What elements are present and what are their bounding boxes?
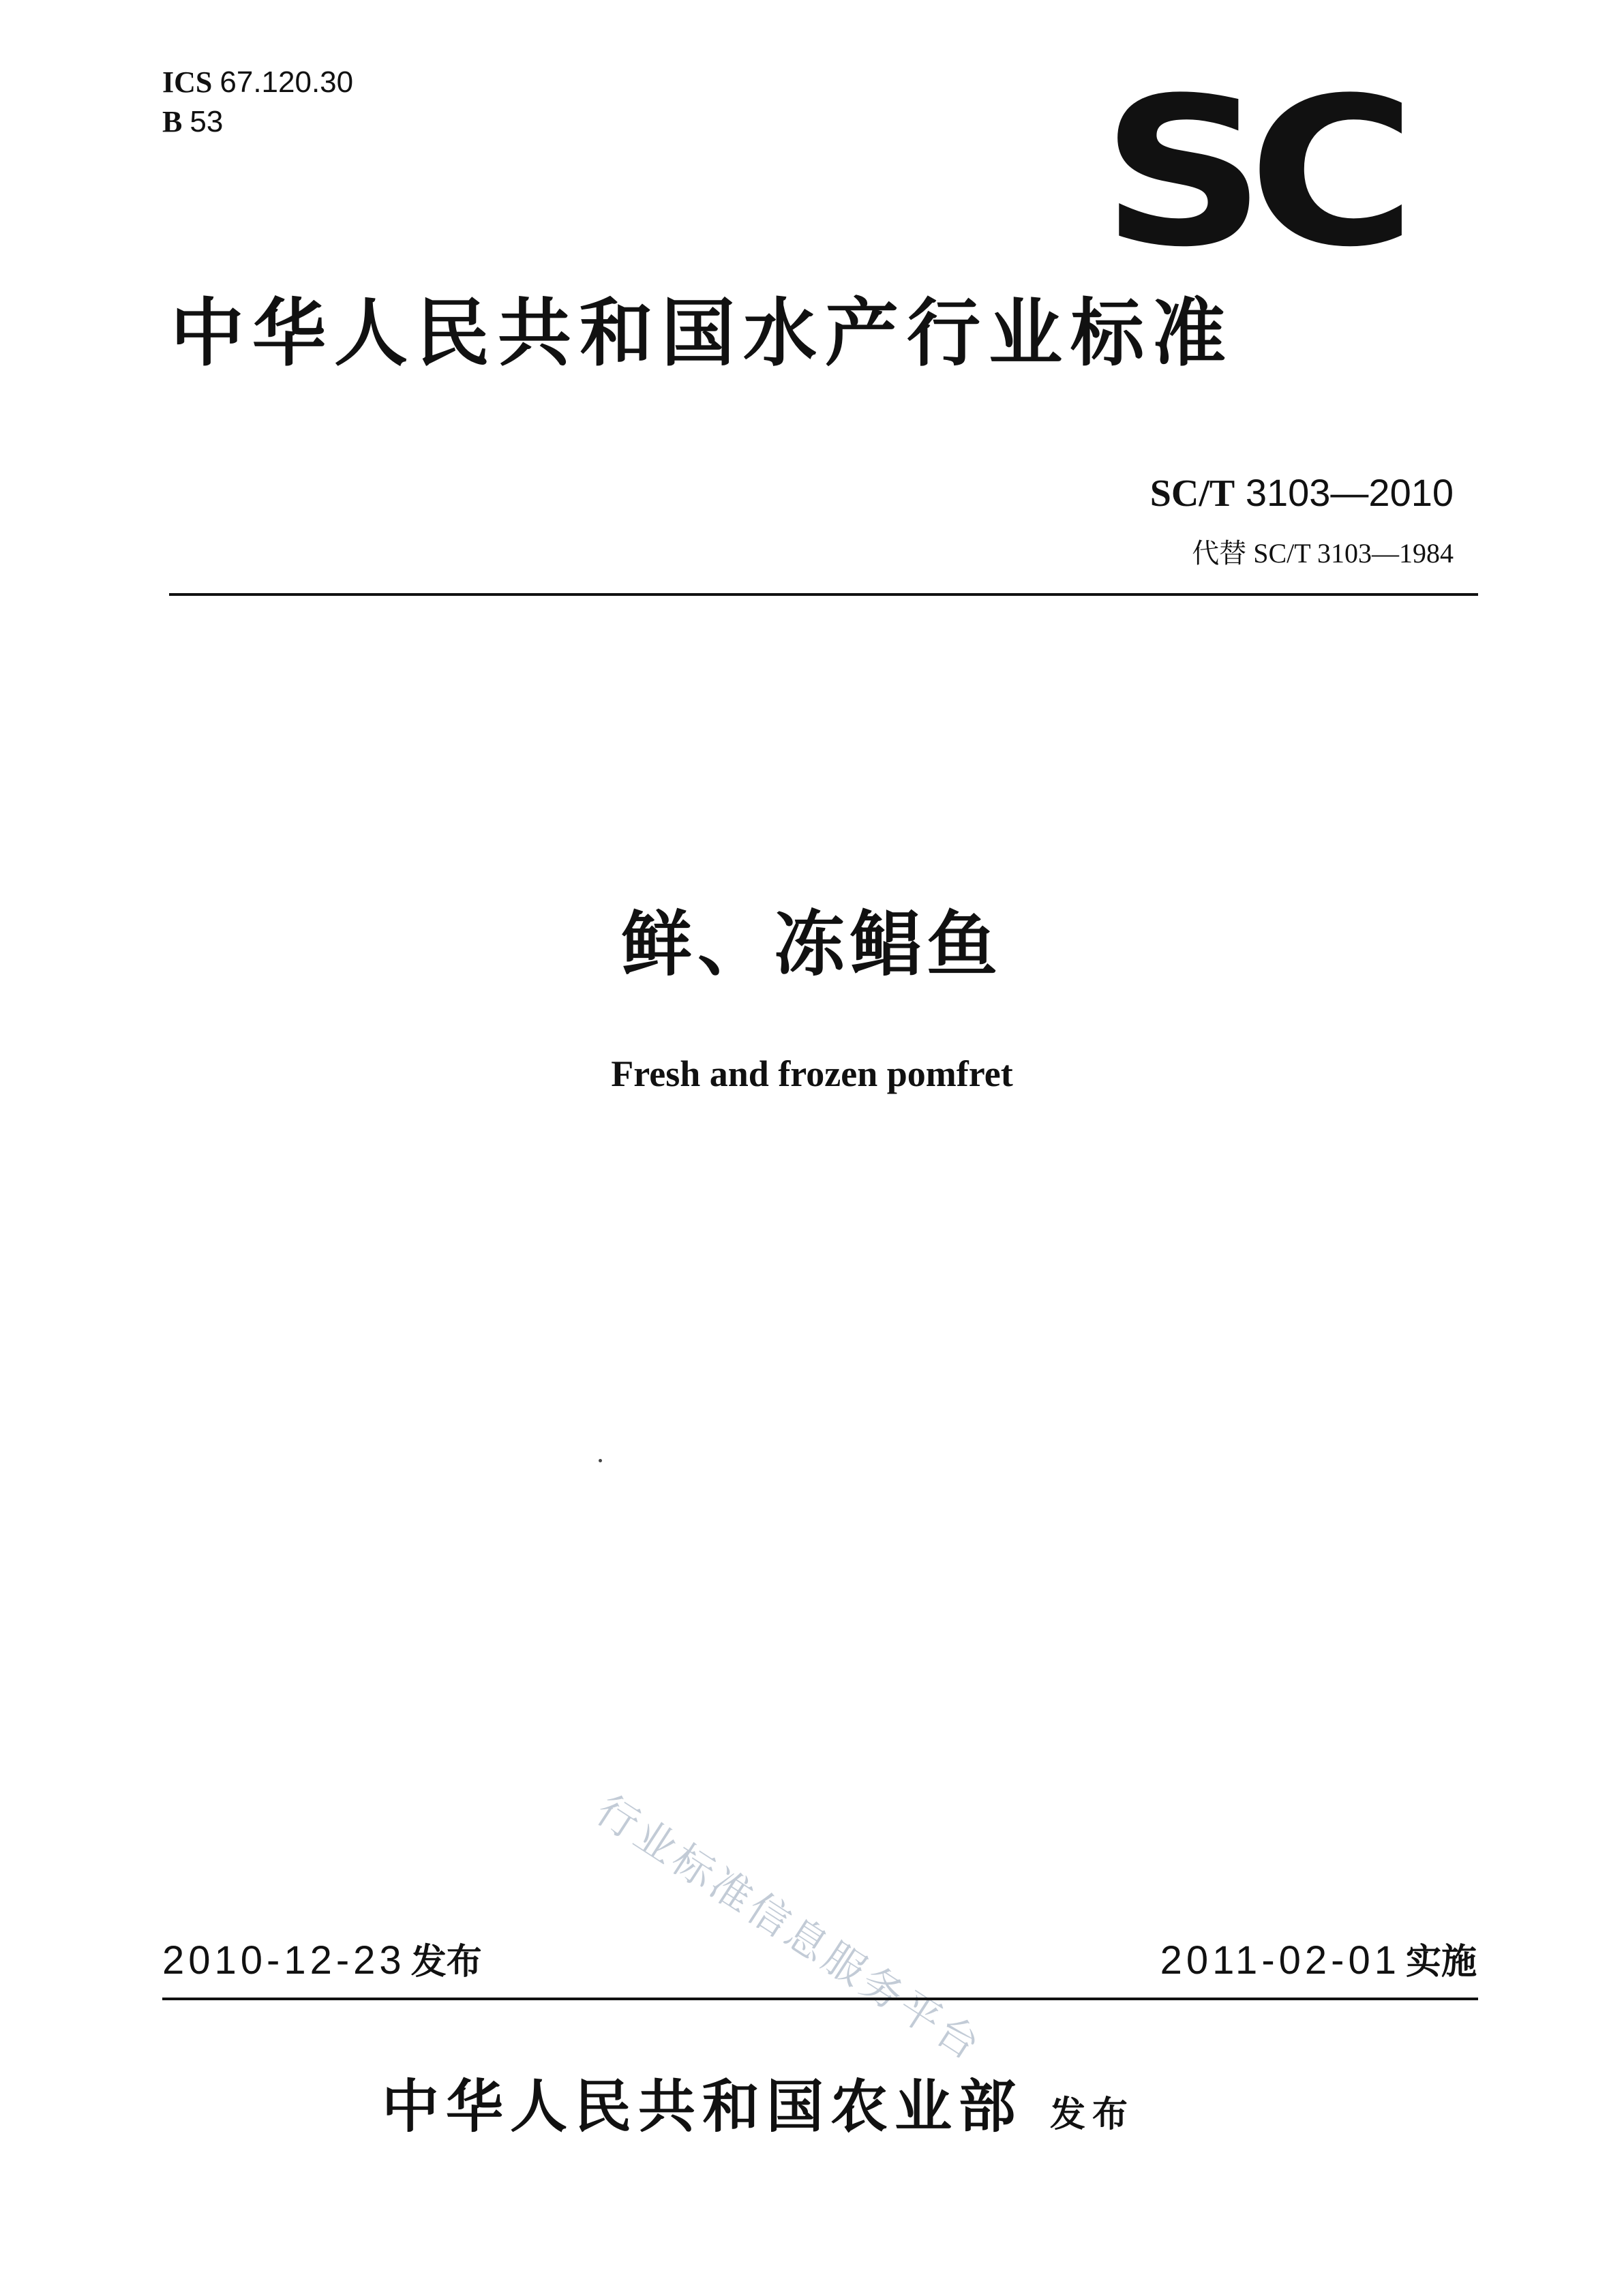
watermark: 行业标准信息服务平台 bbox=[587, 1786, 991, 2072]
ics-label: ICS bbox=[162, 65, 213, 99]
scan-speck bbox=[599, 1459, 602, 1462]
ccs-value: 53 bbox=[190, 105, 224, 138]
implementation-label: 实施 bbox=[1405, 1942, 1477, 1983]
issue-label: 发布 bbox=[410, 1942, 482, 1983]
standard-number bbox=[1150, 469, 1454, 517]
footer-divider bbox=[162, 1998, 1478, 2000]
logo-letter-s: S bbox=[1101, 54, 1267, 292]
issue-date-block bbox=[162, 1936, 482, 1987]
sc-logo bbox=[1101, 54, 1417, 292]
publisher-block bbox=[382, 2069, 1134, 2152]
issue-date: 2010-12-23 bbox=[162, 1938, 406, 1983]
publisher-label: 发布 bbox=[1050, 2094, 1135, 2135]
implementation-date: 2011-02-01 bbox=[1160, 1938, 1400, 1983]
ics-value: 67.120.30 bbox=[220, 65, 354, 99]
ccs-label: B bbox=[162, 105, 183, 138]
logo-letter-c: C bbox=[1248, 54, 1417, 292]
document-title-chinese: 鲜、冻鲳鱼 bbox=[620, 903, 1003, 986]
standard-number-prefix: SC/T bbox=[1149, 472, 1235, 515]
publisher-organization: 中华人民共和国农业部 bbox=[382, 2073, 1023, 2140]
ccs-code-line bbox=[162, 102, 353, 142]
ics-code-line bbox=[162, 63, 353, 102]
standard-number-value: 3103—2010 bbox=[1245, 471, 1454, 514]
implementation-date-block bbox=[1160, 1936, 1477, 1987]
document-title-english: Fresh and frozen pomfret bbox=[611, 1053, 1013, 1094]
classification-codes bbox=[162, 63, 353, 142]
header-divider bbox=[169, 593, 1478, 596]
replaces-standard: 代替 SC/T 3103—1984 bbox=[1192, 538, 1454, 569]
standard-category-title: 中华人民共和国水产行业标准 bbox=[170, 291, 1235, 376]
